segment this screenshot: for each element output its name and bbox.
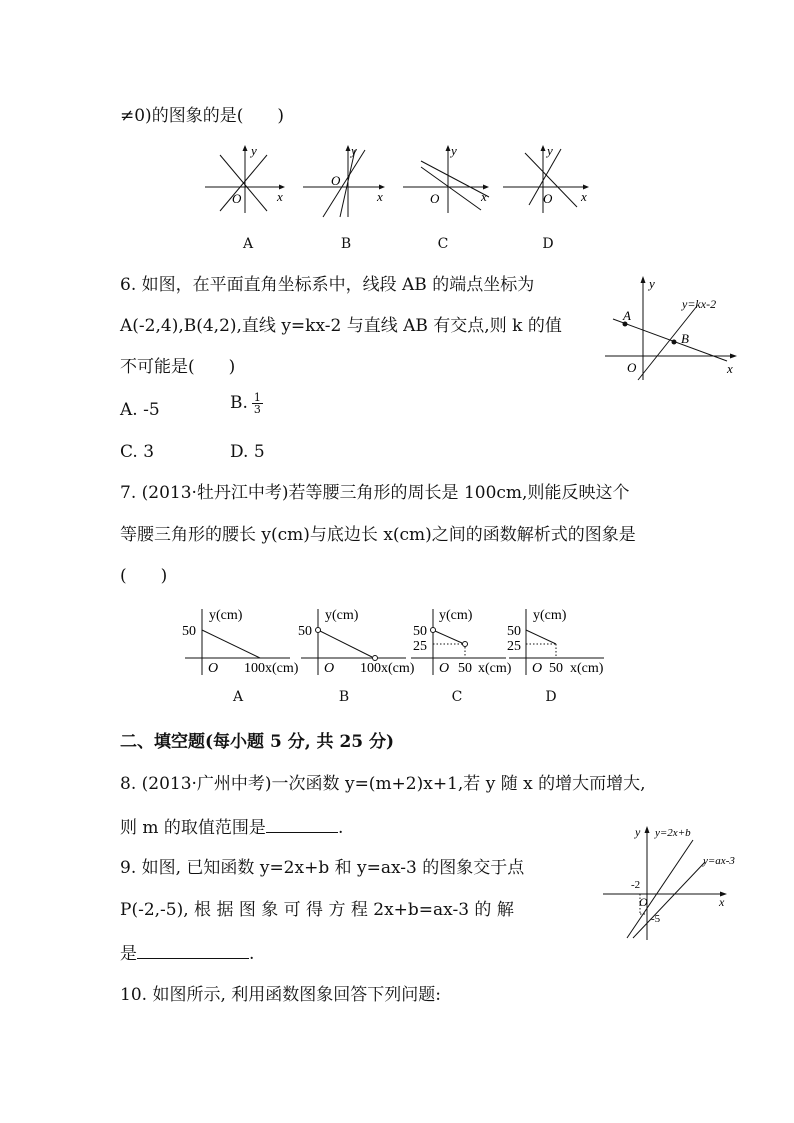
svg-text:O: O [232, 191, 242, 206]
q5-option-d: D [542, 236, 554, 252]
svg-text:O: O [543, 191, 553, 206]
q6-figure [605, 272, 740, 382]
q7-d-x-axis: x(cm) [570, 661, 604, 676]
q6-y-label: y [649, 276, 655, 291]
q10-line1: 10. 如图所示, 利用函数图象回答下列问题: [120, 985, 441, 1005]
svg-text:y: y [547, 143, 553, 158]
q6-option-b [230, 392, 263, 415]
q6-x-label: x [727, 361, 733, 376]
q7-graph-d [504, 603, 619, 678]
q7-option-b: B [338, 689, 350, 705]
q7-d-25: 25 [507, 639, 521, 654]
q5-option-b: B [340, 236, 352, 252]
q7-line2: 等腰三角形的腰长 y(cm)与底边长 x(cm)之间的函数解析式的图象是 [120, 525, 636, 545]
q9-line2-label: y=ax-3 [703, 855, 735, 867]
q7-option-a: A [232, 689, 244, 705]
q6-option-d: D. 5 [230, 442, 265, 462]
q8-line2-text: 则 m 的取值范围是 [120, 818, 266, 838]
q9-line3-end: . [249, 944, 255, 964]
q7-d-origin: O [532, 661, 543, 676]
q6-line3: 不可能是( ) [120, 357, 236, 377]
q8-line2-end: . [337, 818, 344, 838]
q7-a-origin: O [208, 661, 219, 676]
svg-text:x: x [377, 189, 383, 204]
svg-text:y: y [451, 143, 457, 158]
svg-text:O: O [331, 173, 341, 188]
q9-line2: P(-2,-5), 根 据 图 象 可 得 方 程 2x+b=ax-3 的 解 [120, 900, 514, 920]
svg-text:x: x [277, 189, 283, 204]
q9-line1: 9. 如图, 已知函数 y=2x+b 和 y=ax-3 的图象交于点 [120, 858, 525, 878]
q9-line3 [120, 942, 254, 964]
q7-option-c: C [451, 689, 463, 705]
q5-graph-b [303, 145, 388, 220]
q7-b-origin: O [324, 661, 335, 676]
q7-c-y-axis: y(cm) [439, 608, 473, 623]
q7-graph-a [180, 603, 305, 678]
svg-text:x: x [581, 189, 587, 204]
q5-text: ≠0)的图象的是( ) [120, 106, 284, 126]
q7-option-d: D [545, 689, 557, 705]
q9-figure [603, 822, 748, 942]
q6-fraction-numerator: 1 [253, 391, 261, 404]
q7-d-50: 50 [507, 624, 521, 639]
q6-line-label: y=kx-2 [682, 297, 717, 311]
q7-c-x-axis: x(cm) [478, 661, 512, 676]
q6-point-b: B [681, 331, 689, 346]
q7-a-50: 50 [182, 624, 196, 639]
q6-option-a: A. -5 [120, 400, 160, 420]
q6-option-b-label: B. [230, 393, 248, 413]
svg-text:y: y [251, 143, 257, 158]
section-title: 二、填空题(每小题 5 分, 共 25 分) [120, 732, 395, 752]
q5-graph-a [205, 145, 285, 215]
q7-graph-b [296, 603, 421, 678]
q7-c-origin: O [439, 661, 450, 676]
q7-b-50: 50 [298, 624, 312, 639]
q5-option-c: C [437, 236, 449, 252]
q7-a-y-axis: y(cm) [209, 608, 243, 623]
q7-b-y-axis: y(cm) [325, 608, 359, 623]
q9-origin: O [639, 895, 648, 909]
q6-option-b-fraction [252, 392, 263, 415]
q5-option-a: A [242, 236, 254, 252]
q6-origin: O [627, 360, 637, 375]
q6-point-a: A [623, 308, 631, 323]
q5-graph-c [403, 145, 493, 215]
q6-line1: 6. 如图，在平面直角坐标系中，线段 AB 的端点坐标为 [120, 275, 535, 295]
q7-line3: ( ) [120, 566, 168, 586]
svg-text:O: O [430, 191, 440, 206]
q7-c-25: 25 [413, 639, 427, 654]
q9-line1-label: y=2x+b [655, 827, 691, 839]
q6-fraction-denominator: 3 [253, 403, 261, 416]
q9-mark-y: -5 [651, 913, 661, 925]
q8-line1: 8. (2013·广州中考)一次函数 y=(m+2)x+1,若 y 随 x 的增大而增大, [120, 774, 646, 794]
q5-graph-d [503, 145, 593, 215]
q6-option-c: C. 3 [120, 442, 155, 462]
q7-a-x-axis: 100x(cm) [244, 661, 299, 676]
svg-text:x: x [481, 189, 487, 204]
q7-c-50: 50 [413, 624, 427, 639]
q9-mark-x: -2 [631, 879, 641, 891]
q6-line2: A(-2,4),B(4,2),直线 y=kx-2 与直线 AB 有交点,则 k 的值 [120, 316, 562, 336]
q9-y-label: y [635, 825, 641, 839]
q8-answer-blank[interactable] [266, 816, 338, 833]
q7-d-50x: 50 [549, 661, 563, 676]
q7-d-y-axis: y(cm) [533, 608, 567, 623]
svg-text:y: y [351, 143, 357, 158]
q8-line2 [120, 816, 343, 838]
q7-b-x-axis: 100x(cm) [360, 661, 415, 676]
q7-line1: 7. (2013·牡丹江中考)若等腰三角形的周长是 100cm,则能反映这个 [120, 483, 630, 503]
q9-answer-blank[interactable] [137, 942, 249, 959]
q7-c-50x: 50 [458, 661, 472, 676]
q9-x-label: x [719, 895, 725, 909]
q9-line3-text: 是 [120, 944, 137, 964]
